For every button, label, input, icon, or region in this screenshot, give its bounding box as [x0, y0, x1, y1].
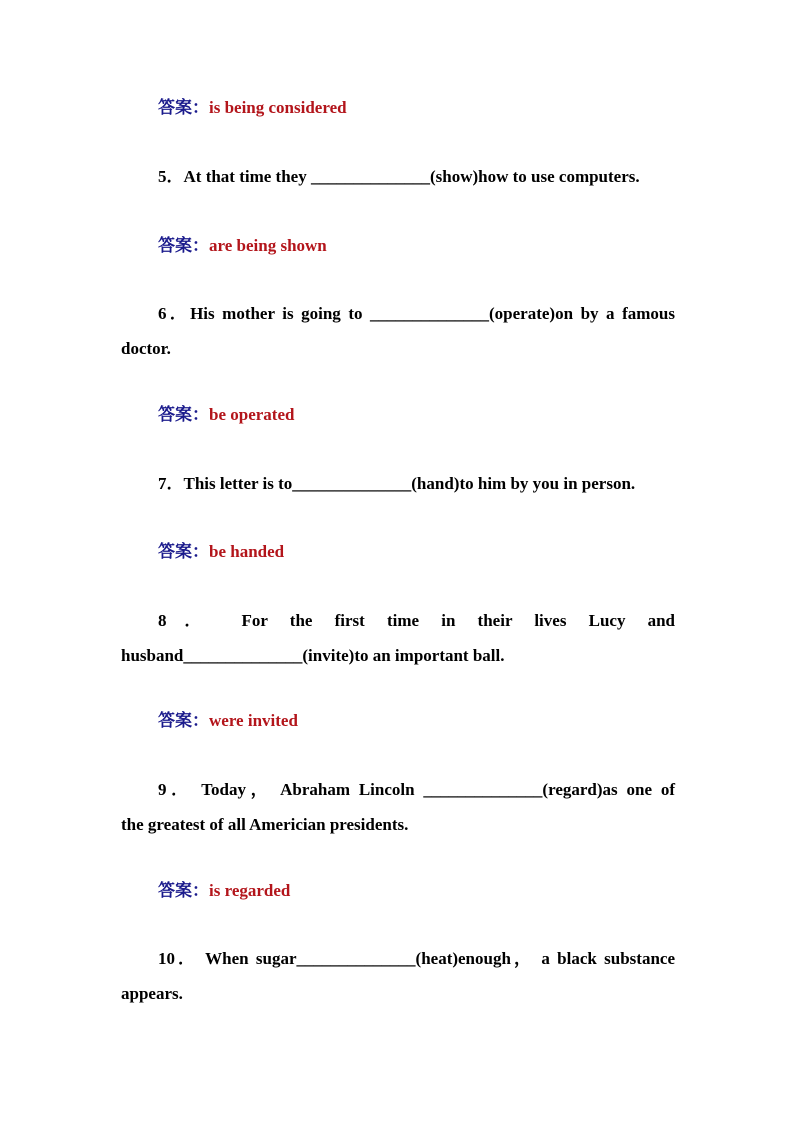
question-text-after: (operate)on by a famous: [489, 304, 675, 323]
question-10: [121, 948, 675, 970]
question-text-before: husband: [121, 646, 184, 665]
answer-label: 答案：: [158, 236, 209, 255]
answer-value: is regarded: [209, 881, 291, 900]
answer-8: [158, 710, 298, 732]
answer-label: 答案：: [158, 405, 209, 424]
question-text-before: His mother is going to: [190, 304, 371, 323]
question-5: [158, 166, 640, 188]
question-text-before: At that time they: [183, 167, 311, 186]
question-9: [121, 779, 675, 801]
answer-value: are being shown: [209, 236, 327, 255]
answer-label: 答案：: [158, 542, 209, 561]
question-9-continuation: [121, 814, 408, 836]
answer-label: 答案：: [158, 98, 209, 117]
question-text-after: (regard)as one of: [542, 780, 675, 799]
answer-label: 答案：: [158, 711, 209, 730]
question-text-after: (show)how to use computers.: [429, 167, 640, 186]
fill-blank[interactable]: ______________: [423, 780, 543, 799]
fill-blank[interactable]: ______________: [370, 304, 490, 323]
question-number: 10．: [158, 949, 199, 968]
answer-label: 答案：: [158, 881, 209, 900]
answer-4: [158, 97, 347, 119]
question-text-cont: the greatest of all Americian presidents.: [121, 815, 409, 834]
answer-5: [158, 235, 327, 257]
question-10-continuation: [121, 983, 183, 1005]
answer-value: be operated: [209, 405, 295, 424]
answer-value: is being considered: [209, 98, 347, 117]
fill-blank[interactable]: ______________: [310, 167, 430, 186]
question-7: [158, 473, 635, 495]
question-text-cont: appears.: [121, 984, 183, 1003]
question-text-after: (heat)enough， a black substance: [415, 949, 676, 968]
question-number: 6．: [158, 304, 191, 323]
question-text-after: (hand)to him by you in person.: [411, 474, 636, 493]
question-number: 7．: [158, 474, 184, 493]
question-8-continuation: [121, 645, 505, 667]
question-8: [121, 610, 675, 632]
question-text-cont: doctor.: [121, 339, 171, 358]
question-6-continuation: [121, 338, 171, 360]
question-number: 9．: [158, 780, 193, 799]
question-number: 8．: [158, 611, 220, 630]
question-6: [121, 303, 675, 325]
answer-6: [158, 404, 294, 426]
question-text-before: When sugar: [205, 949, 297, 968]
question-text-before: Today， Abraham Lincoln: [201, 780, 424, 799]
fill-blank[interactable]: ______________: [183, 646, 303, 665]
fill-blank[interactable]: ______________: [292, 474, 412, 493]
question-text-before: This letter is to: [183, 474, 293, 493]
answer-7: [158, 541, 284, 563]
question-number: 5．: [158, 167, 184, 186]
question-text-after: (invite)to an important ball.: [302, 646, 505, 665]
fill-blank[interactable]: ______________: [296, 949, 416, 968]
answer-9: [158, 880, 290, 902]
answer-value: were invited: [209, 711, 298, 730]
answer-value: be handed: [209, 542, 285, 561]
question-text-line1: For the first time in their lives Lucy and: [241, 611, 676, 630]
